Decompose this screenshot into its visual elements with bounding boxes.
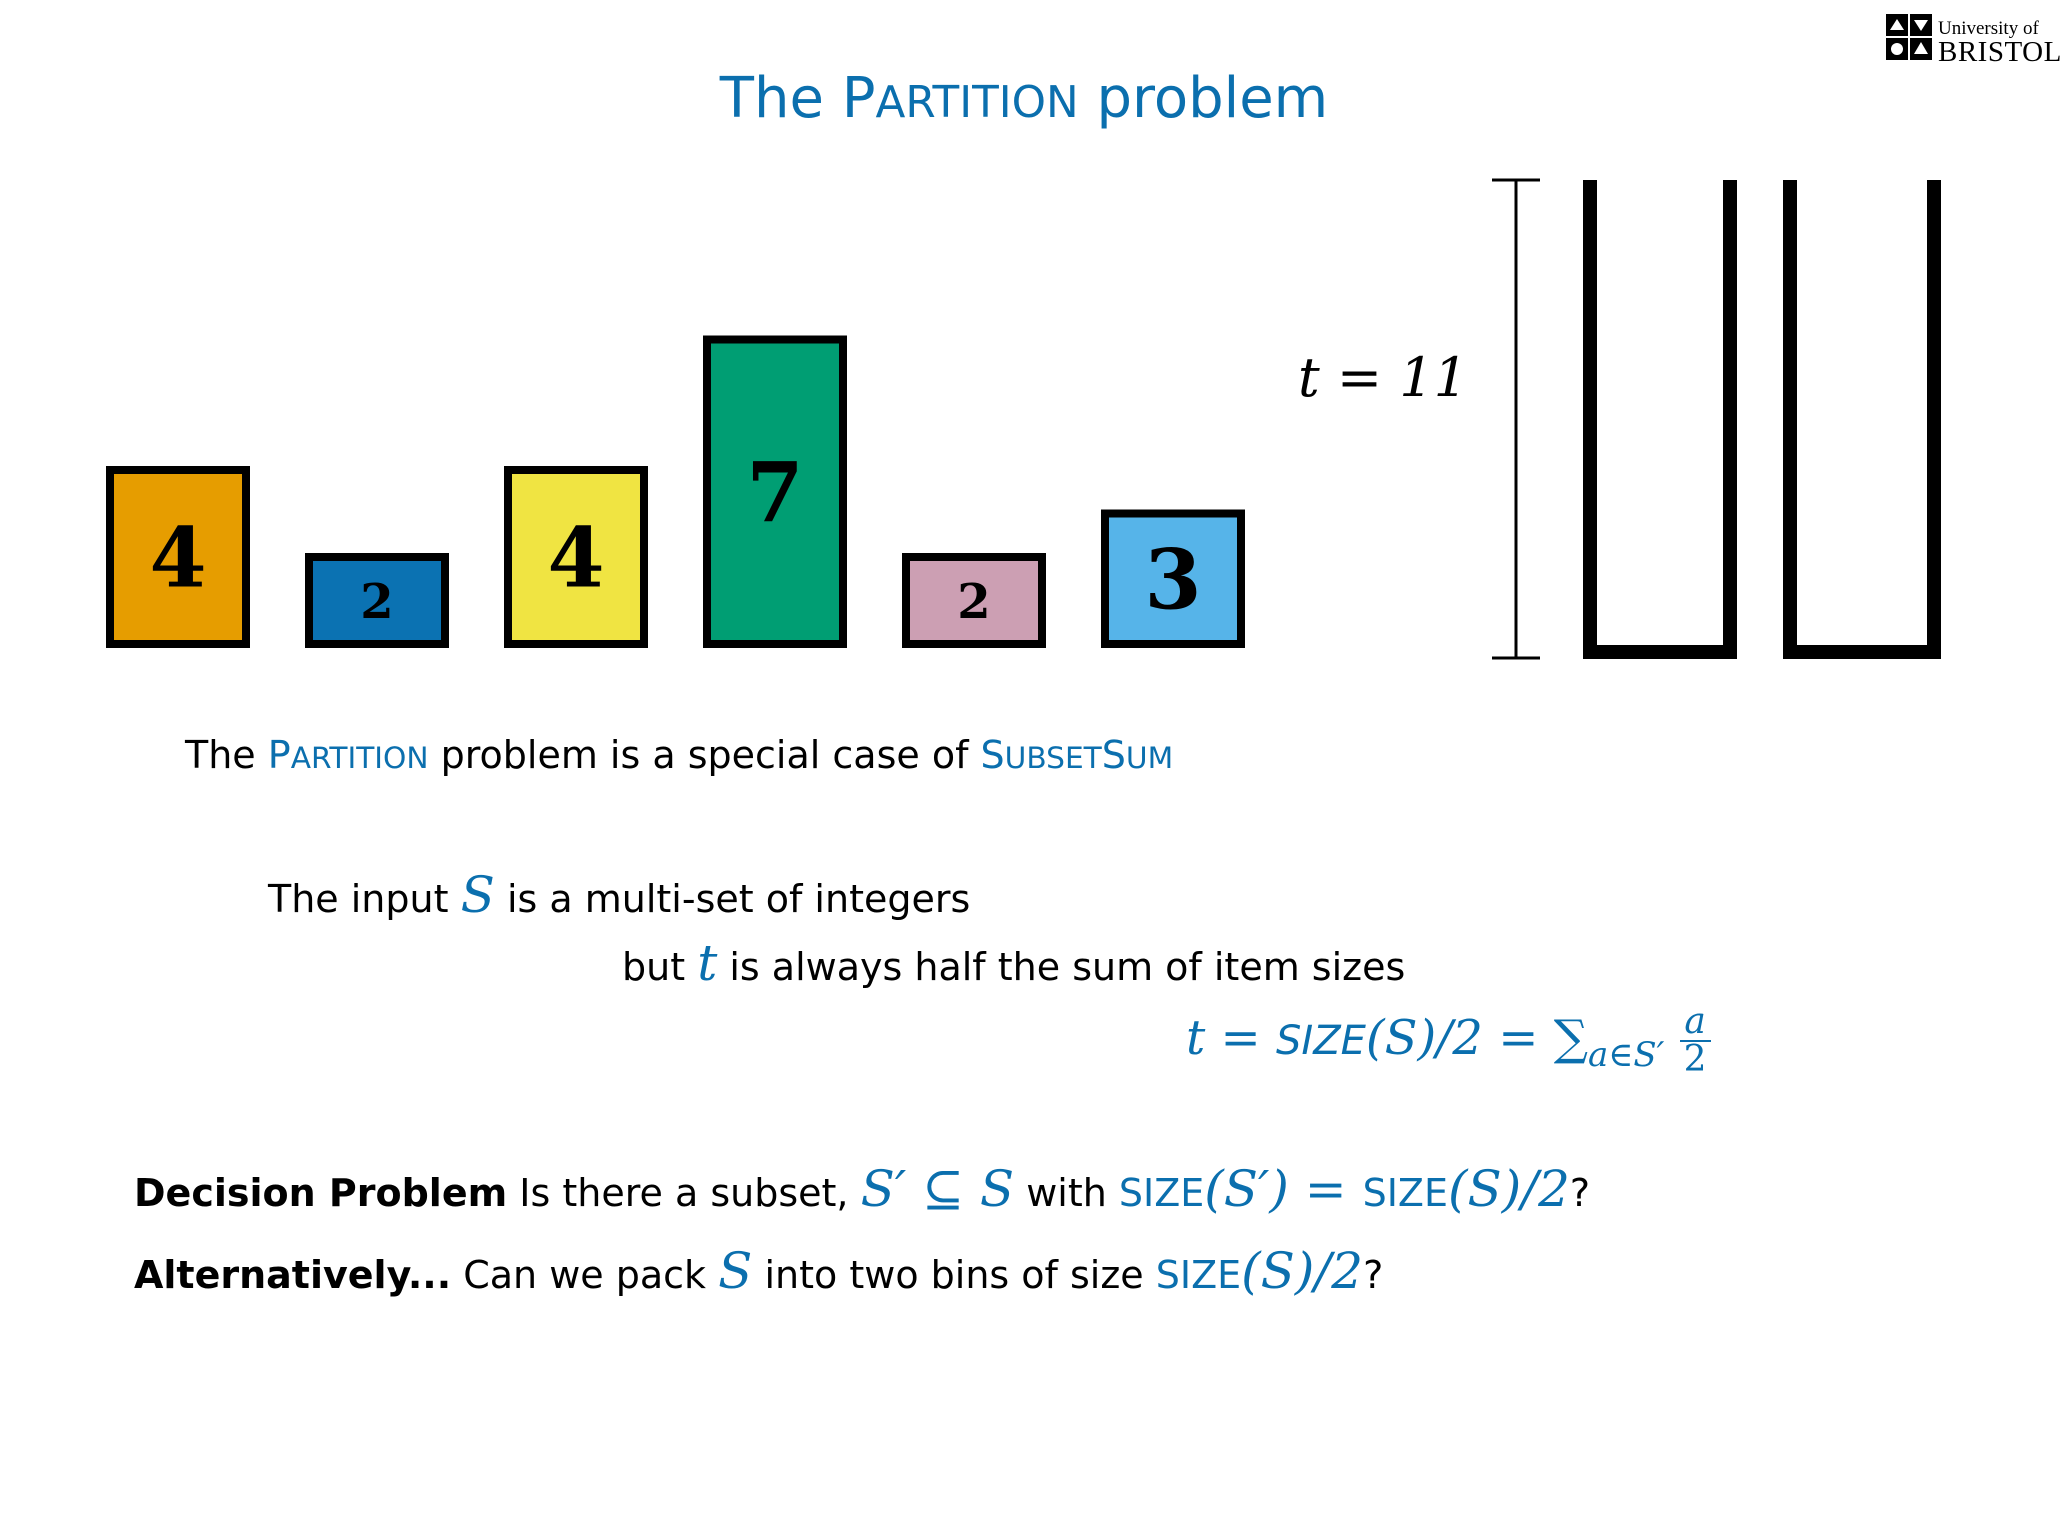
- alt-text1: Can we pack: [451, 1253, 719, 1297]
- special-pre: The: [185, 733, 268, 777]
- fraction-denominator: 2: [1683, 1039, 1707, 1080]
- input-var: S: [460, 866, 495, 924]
- block-5: [906, 557, 1042, 644]
- decision-size2: SIZE: [1362, 1171, 1448, 1215]
- formula-eq1: =: [1205, 1010, 1277, 1066]
- alt-end: ?: [1363, 1253, 1384, 1297]
- formula-line: [1186, 1001, 1711, 1080]
- formula-t: t: [1186, 1010, 1206, 1066]
- formula-fraction: [1680, 1001, 1711, 1080]
- decision-label: Decision Problem: [134, 1171, 508, 1215]
- block-label: 7: [746, 445, 804, 542]
- block-1: [110, 470, 246, 644]
- decision-m3: (S)/2: [1447, 1160, 1570, 1218]
- block-2: [309, 557, 445, 644]
- input-pre: The input: [268, 877, 461, 921]
- fraction-numerator: a: [1680, 1004, 1711, 1042]
- formula-eq2: =: [1482, 1010, 1554, 1066]
- alt-m2: (S)/2: [1241, 1242, 1364, 1300]
- decision-text1: Is there a subset,: [507, 1171, 861, 1215]
- but-pre: but: [622, 945, 698, 989]
- block-label: 4: [547, 510, 605, 607]
- alt-m1: S: [718, 1242, 753, 1300]
- alt-size: SIZE: [1155, 1253, 1242, 1297]
- formula-sub: a∈S′: [1587, 1035, 1665, 1075]
- bin-1: [1590, 180, 1730, 652]
- title-post: problem: [1078, 66, 1329, 131]
- bin-2: [1790, 180, 1934, 652]
- height-ruler: [1492, 180, 1540, 658]
- but-var: t: [697, 934, 718, 992]
- block-4: [707, 340, 843, 645]
- formula-size: SIZE: [1276, 1018, 1366, 1064]
- partition-small: ARTITION: [290, 740, 429, 775]
- alt-label: Alternatively...: [134, 1253, 452, 1297]
- but-post: is always half the sum of item sizes: [717, 945, 1406, 989]
- input-line: [268, 866, 970, 924]
- blocks-and-bins: [0, 0, 2048, 700]
- partition-big: P: [267, 733, 291, 777]
- block-6: [1105, 514, 1241, 645]
- decision-line: [134, 1160, 1590, 1218]
- formula-sum: ∑: [1553, 1010, 1588, 1066]
- logo-university-of: University of: [1938, 18, 2039, 39]
- subset-big: S: [980, 733, 1005, 777]
- block-label: 2: [957, 573, 991, 630]
- decision-size1: SIZE: [1118, 1171, 1205, 1215]
- alternatively-line: [134, 1242, 1383, 1300]
- alt-text2: into two bins of size: [752, 1253, 1156, 1297]
- formula-arg: (S)/2: [1365, 1010, 1483, 1066]
- special-mid: problem is a special case of: [428, 733, 981, 777]
- subset-small: UBSET: [1004, 740, 1102, 775]
- title-pre: The: [719, 66, 842, 131]
- decision-end: ?: [1569, 1171, 1591, 1215]
- block-3: [508, 470, 644, 644]
- special-case-line: [185, 733, 1173, 777]
- title-sc-small: ARTITION: [875, 77, 1079, 128]
- block-label: 2: [360, 573, 394, 630]
- block-label: 3: [1144, 532, 1202, 629]
- but-line: [622, 934, 1405, 992]
- sum-small: UM: [1125, 740, 1174, 775]
- sum-big: S: [1101, 733, 1126, 777]
- title-sc-big: P: [841, 66, 876, 131]
- input-post: is a multi-set of integers: [494, 877, 971, 921]
- decision-m2: (S′) =: [1204, 1160, 1363, 1218]
- bins-label: t = 11: [1298, 346, 1468, 409]
- decision-m1: S′ ⊆ S: [860, 1160, 1015, 1218]
- block-label: 4: [149, 510, 207, 607]
- logo-bristol: BRISTOL: [1938, 36, 2062, 68]
- decision-text2: with: [1014, 1171, 1119, 1215]
- partition-figure: [0, 0, 2048, 700]
